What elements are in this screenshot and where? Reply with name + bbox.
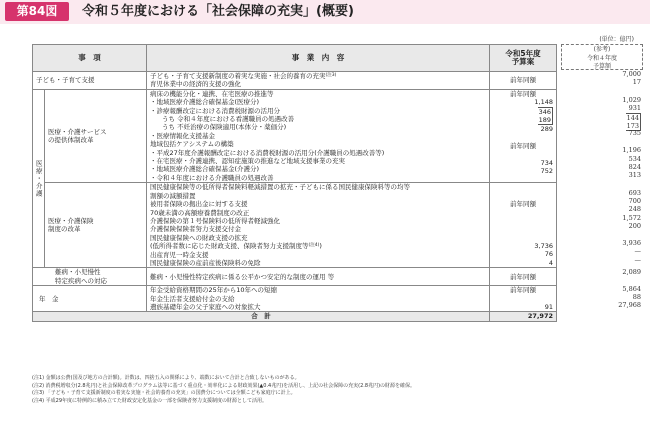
- ref-value: 88: [632, 293, 641, 301]
- content-line: 地域包括ケアシステムの構築: [150, 140, 234, 149]
- content-line: (低所得者数に応じた財政支援、保険者努力支援制度等: [150, 242, 309, 251]
- content-line: うち 不妊治療の保険適用(本体分・薬価分): [162, 123, 287, 132]
- budget-cell: 前年同額: [510, 286, 536, 295]
- header-bar: [0, 0, 650, 24]
- budget-cell: 前年同額: [510, 200, 536, 209]
- content-line: 子ども・子育て支援新制度の着実な実施・社会的養育の充実: [150, 72, 326, 80]
- content-line: 病床の機能分化・連携、在宅医療の推進等: [150, 89, 274, 98]
- content-line: ・在宅医療・介護連携、認知症施策の推進など地域支援事業の充実: [150, 157, 345, 166]
- budget-hoken: [490, 183, 557, 268]
- ref-value: 17: [632, 78, 641, 87]
- notes: [32, 375, 642, 405]
- ref-value: 27,968: [618, 301, 641, 310]
- content-kodomo: [147, 72, 490, 90]
- content-line: うち 令和４年度における看護職員の処遇改善: [162, 115, 295, 124]
- ref-value: 700: [628, 197, 641, 206]
- content-line: ・地域医療介護総合確保基金(介護分): [150, 165, 260, 174]
- col-header-item: 事 項: [33, 45, 147, 72]
- content-line: ・医療情報化支援基金: [150, 131, 215, 140]
- content-line: ・令和４年度における介護職員の処遇改善: [150, 173, 274, 182]
- ref-value: 173: [626, 121, 639, 130]
- ref-value: —: [634, 255, 641, 264]
- budget-cell: 752: [540, 167, 553, 176]
- budget-cell: 前年同額: [490, 72, 557, 90]
- header-row: [33, 45, 557, 72]
- ref-value: —: [634, 247, 641, 256]
- content-line: 年金生活者支援給付金の支給: [150, 294, 235, 303]
- total-value: 27,972: [490, 312, 557, 321]
- content-line: ・診療報酬改定における消費税財源の活用分: [150, 106, 280, 115]
- budget-cell: 3,736: [534, 242, 553, 251]
- budget-cell: 289: [540, 125, 553, 134]
- row-kodomo: [33, 72, 557, 90]
- ref-value: 2,089: [622, 268, 641, 277]
- unit-label: (単位：億円): [599, 36, 634, 43]
- content-line: 介護保険の第１号保険料の低所得者軽減強化: [150, 216, 280, 225]
- content-line: 被用者保険の拠出金に対する支援: [150, 200, 248, 209]
- content-line: ): [319, 242, 322, 251]
- content-line: 国民健康保険の産前産後保険料の免除: [150, 258, 261, 267]
- ref-value: 1,572: [622, 213, 641, 222]
- note-line: (注4) 平成29年度に特例的に積み立てた財政安定化基金の一部を保険者努力支援制度の財源として活用。: [32, 397, 268, 404]
- content-line: 割額の減額措置: [150, 191, 196, 200]
- row-nenkin: [33, 286, 557, 312]
- content-line: 出産育児一時金支援: [150, 250, 209, 259]
- cat-iryo-service: 医療・介護サービス の提供体制改革: [45, 89, 147, 182]
- ref-value: 534: [628, 154, 641, 163]
- content-hoken: [147, 183, 490, 268]
- content-line: 70歳未満の高額療養費制度の改正: [150, 208, 250, 217]
- note-line: (注1) 金額は公費(国及び地方の合計額)。計数は、四捨五入の関係により、端数において合計と合致しないものがある。: [32, 375, 300, 381]
- budget-cell: 4: [548, 258, 553, 267]
- total-label: 合 計: [33, 312, 490, 321]
- note-line: (注2) 消費税増収分(2.8兆円)と社会保障改革プログラム法等に基づく重点化・効率化による財政効果(▲0.4兆円)を活用し、上記の社会保障の充実(2.8兆円)の財源を確保。: [32, 382, 416, 389]
- ref-value: 144: [626, 113, 639, 122]
- row-iryo-service: [33, 89, 557, 182]
- budget-cell: 前年同額: [510, 142, 536, 151]
- budget-cell: 前年同額: [490, 268, 557, 286]
- ref-value: 824: [628, 162, 641, 171]
- ref-value: 693: [628, 188, 641, 197]
- row-hoken: [33, 183, 557, 268]
- budget-nenkin: [490, 286, 557, 312]
- ref-header: (参考) 令和４年度 予算額: [561, 44, 643, 70]
- content-line: ・平成27年度介護報酬改定における消費税財源の活用分(介護職員の処遇改善等): [150, 148, 385, 157]
- budget-cell: 76: [544, 250, 553, 259]
- content-line: 国民健康保険等の低所得者保険料軽減措置の拡充・子どもに係る国民健康保険料等の均等: [150, 183, 410, 192]
- ref-value: 200: [628, 222, 641, 231]
- budget-cell: 前年同額: [510, 89, 536, 98]
- cat-iryo-kaigo: 医療・介護: [33, 89, 45, 268]
- total-row: [33, 312, 557, 321]
- reference-column: [561, 44, 643, 310]
- content-line: ・地域医療介護総合確保基金(医療分): [150, 98, 260, 107]
- content-line: 年金受給資格期間の25年から10年への短縮: [150, 286, 278, 295]
- row-nanbyo: [33, 268, 557, 286]
- budget-cell: 734: [540, 159, 553, 168]
- figure-badge: 第84図: [5, 2, 69, 21]
- content-line: 介護保険保険者努力支援交付金: [150, 225, 241, 234]
- budget-cell: 1,148: [534, 98, 553, 107]
- cat-hoken: 医療・介護保険 制度の改革: [45, 183, 147, 268]
- ref-value: 3,936: [622, 239, 641, 248]
- ref-value: 1,196: [622, 146, 641, 155]
- budget-iryo-service: [490, 89, 557, 182]
- budget-cell: 189: [538, 116, 551, 125]
- ref-value: 1,029: [622, 95, 641, 104]
- content-line: 難病・小児慢性特定疾病に係る公平かつ安定的な制度の運用 等: [147, 268, 490, 286]
- col-header-content: 事 業 内 容: [147, 45, 490, 72]
- ref-value: 931: [628, 104, 641, 113]
- content-iryo-service: [147, 89, 490, 182]
- ref-value: 248: [628, 205, 641, 214]
- ref-value: 735: [628, 129, 641, 138]
- content-line: 遺族基礎年金の父子家庭への対象拡大: [150, 302, 261, 311]
- budget-table: [32, 44, 557, 322]
- budget-cell: 346: [538, 107, 551, 116]
- cat-nanbyo: 難病・小児慢性 特定疾病への対応: [33, 268, 147, 286]
- note-ref: (注4): [308, 243, 320, 249]
- bracket-values: [538, 107, 553, 126]
- cat-kodomo: 子ども・子育て支援: [33, 72, 147, 90]
- note-line: (注3) 「子ども・子育て支援新制度の着実な実施・社会的養育の充実」の国費分については全額こども家庭庁に計上。: [32, 390, 296, 396]
- ref-value: 5,864: [622, 284, 641, 293]
- note-ref: (注3): [325, 73, 337, 78]
- ref-value: 7,000: [622, 70, 641, 78]
- ref-value: 313: [628, 171, 641, 180]
- content-line: 国民健康保険への財政支援の拡充: [150, 233, 248, 242]
- content-line: 育児休業中の経済的支援の強化: [150, 80, 241, 89]
- cat-nenkin: 年 金: [33, 286, 147, 312]
- page-title: 令和５年度における「社会保障の充実」(概要): [82, 4, 354, 19]
- budget-cell: 91: [544, 302, 553, 311]
- col-header-budget: 令和5年度 予算案: [490, 45, 557, 72]
- content-nenkin: [147, 286, 490, 312]
